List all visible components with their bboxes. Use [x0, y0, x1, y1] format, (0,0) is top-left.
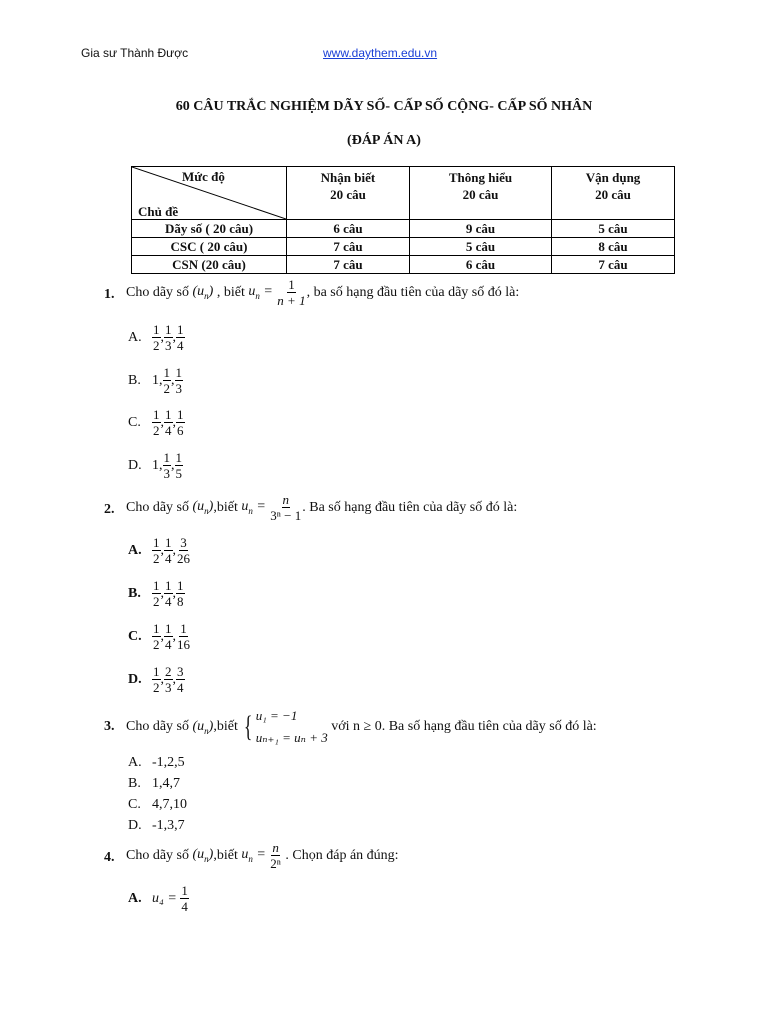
option-d[interactable]: D. -1,3,7 — [128, 818, 185, 833]
table-cell: 7 câu — [552, 256, 675, 274]
question-number: 3. — [104, 719, 115, 734]
question-number: 4. — [104, 850, 115, 865]
option-b[interactable]: B. 1, $\frac{1}{2}$ , $\frac{1}{3}$ — [128, 365, 182, 396]
header-left: Gia sư Thành Được — [81, 46, 189, 60]
page-subtitle: (ĐÁP ÁN A) — [347, 133, 421, 148]
column-header: Thông hiểu 20 câu — [409, 167, 551, 220]
header-link[interactable]: www.daythem.edu.vn — [323, 46, 438, 60]
table-row — [132, 220, 675, 238]
column-header: Vận dụng 20 câu — [552, 167, 675, 220]
corner-top-label: Mức độ — [182, 169, 225, 184]
question-1-stem: Cho dãy số $(u_n)$ , biết $u_n$ = $\frac{1}{n + 1}$ , ba số hạng đầu tiên của dãy số đó là: — [126, 277, 520, 308]
page-title: 60 CÂU TRẮC NGHIỆM DÃY SỐ- CẤP SỐ CỘNG- CẤP SỐ NHÂN — [175, 99, 593, 114]
option-b[interactable]: B. 1,4,7 — [128, 776, 180, 791]
table-row — [132, 256, 675, 274]
option-d[interactable]: D. 1, $\frac{1}{3}$ , $\frac{1}{5}$ — [128, 450, 182, 481]
option-a[interactable]: A. $\frac{1}{2}$ , $\frac{1}{4}$ , $\frac{3}{26}$ — [128, 535, 190, 566]
table-row — [132, 238, 675, 256]
table-cell: 8 câu — [552, 238, 675, 256]
question-number: 2. — [104, 502, 115, 517]
option-b[interactable]: B. $\frac{1}{2}$ , $\frac{1}{4}$ , $\frac{1}{8}$ — [128, 578, 184, 609]
question-2-stem: Cho dãy số $(u_n)$ ,biết $u_n$ = $\frac{n}{\text{3ⁿ − 1}}$ . Ba số hạng đầu tiên của dãy số đó là: — [126, 492, 518, 523]
option-c[interactable]: C. $\frac{1}{2}$ , $\frac{1}{4}$ , $\frac{1}{6}$ — [128, 407, 184, 438]
option-c[interactable]: C. 4,7,10 — [128, 797, 187, 812]
table-cell: 5 câu — [552, 220, 675, 238]
question-4-stem: Cho dãy số $(u_n)$ ,biết $u_n$ = $\frac{n}{\text{2ⁿ}}$ . Chọn đáp án đúng: — [126, 840, 399, 871]
level-table — [131, 166, 675, 274]
option-d[interactable]: D. $\frac{1}{2}$ , $\frac{2}{3}$ , $\frac{3}{4}$ — [128, 664, 184, 695]
corner-bottom-label: Chủ đề — [138, 204, 179, 219]
row-header: CSC ( 20 câu) — [132, 238, 287, 256]
option-a[interactable]: A. -1,2,5 — [128, 755, 185, 770]
table-corner-cell — [132, 167, 287, 220]
option-a[interactable]: A. $\frac{1}{2}$ , $\frac{1}{3}$ , $\frac{1}{4}$ — [128, 322, 184, 353]
question-3-stem: Cho dãy số $(u_n)$ ,biết { u₁ = −1 uₙ₊₁ = uₙ + 3 với n ≥ 0. Ba số hạng đầu tiên của dãy số đó là: — [126, 708, 597, 745]
table-header-row — [132, 167, 675, 220]
table-cell: 7 câu — [287, 238, 410, 256]
row-header: Dãy số ( 20 câu) — [132, 220, 287, 238]
row-header: CSN (20 câu) — [132, 256, 287, 274]
brace-icon: { — [244, 710, 253, 743]
question-number: 1. — [104, 287, 115, 302]
column-header: Nhận biết 20 câu — [287, 167, 410, 220]
table-cell: 6 câu — [409, 256, 551, 274]
table-cell: 6 câu — [287, 220, 410, 238]
table-cell: 5 câu — [409, 238, 551, 256]
option-c[interactable]: C. $\frac{1}{2}$ , $\frac{1}{4}$ , $\frac{1}{16}$ — [128, 621, 190, 652]
table-cell: 7 câu — [287, 256, 410, 274]
table-cell: 9 câu — [409, 220, 551, 238]
option-a[interactable]: A. u₄ = $\frac{1}{4}$ — [128, 883, 188, 914]
